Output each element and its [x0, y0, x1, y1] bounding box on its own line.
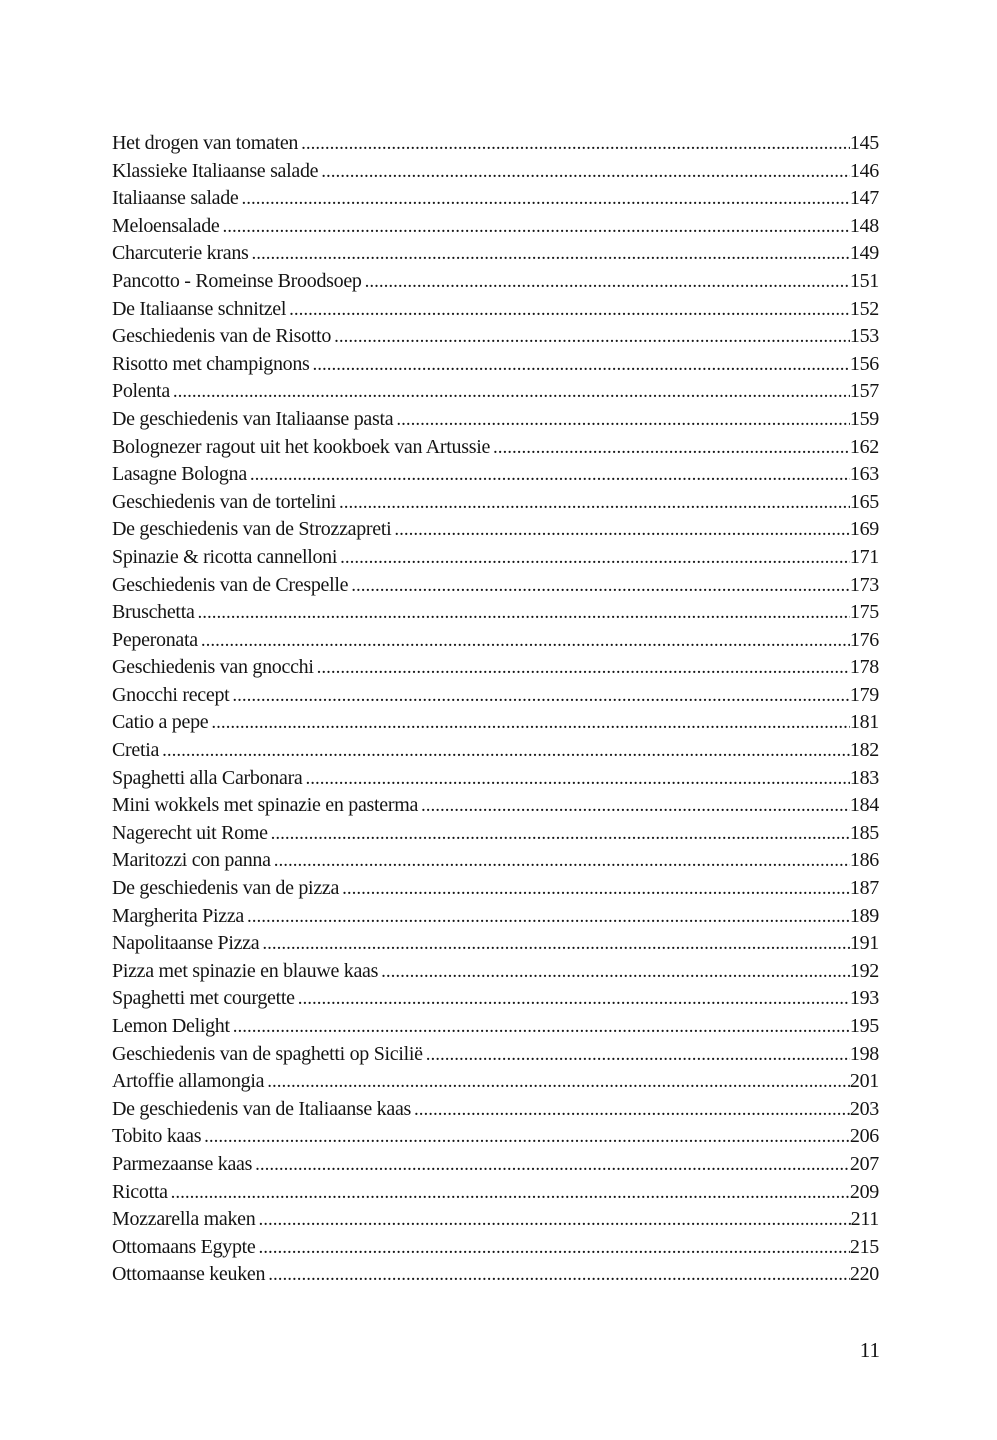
page-number-label: 11 — [859, 1338, 880, 1362]
toc-entry[interactable] — [112, 930, 879, 958]
toc-entry[interactable] — [112, 1041, 879, 1069]
toc-entry-page: 152 — [849, 297, 879, 320]
toc-entry[interactable] — [112, 903, 879, 931]
toc-leader-dots — [289, 296, 850, 324]
toc-entry-page: 183 — [849, 766, 879, 789]
toc-entry-title: Lemon Delight — [112, 1015, 230, 1037]
toc-entry-page: 220 — [849, 1263, 879, 1286]
toc-entry[interactable] — [112, 682, 879, 710]
toc-entry-title: De geschiedenis van de Italiaanse kaas — [112, 1097, 412, 1120]
toc-leader-dots — [351, 572, 850, 600]
toc-entry-page: 206 — [849, 1125, 879, 1148]
toc-entry-title: Catio a pepe — [112, 711, 209, 734]
toc-entry-page: 192 — [849, 959, 879, 982]
toc-leader-dots — [255, 1151, 850, 1179]
toc-entry-title: Geschiedenis van de spaghetti op Sicilië — [112, 1042, 423, 1065]
toc-entry[interactable] — [112, 185, 879, 213]
toc-entry-title: Geschiedenis van de Risotto — [112, 325, 332, 348]
toc-leader-dots — [250, 461, 850, 489]
toc-entry-title: Mozzarella maken — [112, 1208, 256, 1231]
toc-entry-page: 186 — [849, 849, 879, 872]
toc-entry[interactable] — [112, 1234, 879, 1262]
toc-entry-page: 195 — [849, 1015, 879, 1037]
toc-entry[interactable] — [112, 544, 879, 572]
toc-entry-title: Peperonata — [112, 628, 198, 651]
toc-entry[interactable] — [112, 213, 879, 241]
toc-entry-page: 149 — [849, 242, 879, 265]
toc-entry[interactable] — [112, 434, 879, 462]
toc-entry-page: 169 — [849, 518, 879, 541]
toc-entry-title: Geschiedenis van gnocchi — [112, 656, 314, 679]
toc-entry-title: Ricotta — [112, 1180, 168, 1203]
toc-leader-dots — [173, 378, 850, 406]
toc-entry-title: Ottomaans Egypte — [112, 1235, 256, 1258]
toc-entry-title: Gnocchi recept — [112, 683, 230, 706]
toc-leader-dots — [365, 268, 850, 296]
toc-entry[interactable] — [112, 351, 879, 379]
toc-entry-title: Lasagne Bologna — [112, 463, 247, 486]
toc-entry-title: Pancotto - Romeinse Broodsoep — [112, 269, 362, 292]
toc-leader-dots — [171, 1179, 850, 1207]
toc-entry-page: 176 — [849, 628, 879, 651]
toc-entry[interactable] — [112, 461, 879, 489]
toc-entry-page: 175 — [849, 601, 879, 624]
toc-entry-page: 189 — [849, 904, 879, 927]
toc-leader-dots — [426, 1041, 850, 1069]
toc-entry-page: 159 — [849, 407, 879, 430]
toc-leader-dots — [222, 213, 849, 241]
toc-entry[interactable] — [112, 1179, 879, 1207]
toc-entry-title: Charcuterie krans — [112, 242, 249, 265]
toc-entry-title: Bolognezer ragout uit het kookboek van Artussie — [112, 435, 491, 458]
toc-entry[interactable] — [112, 296, 879, 324]
toc-entry-title: Het drogen van tomaten — [112, 132, 299, 154]
toc-entry-title: Artoffie allamongia — [112, 1070, 265, 1093]
toc-entry[interactable] — [112, 820, 879, 848]
toc-entry[interactable] — [112, 737, 879, 765]
toc-entry-title: Klassieke Italiaanse salade — [112, 159, 319, 182]
toc-entry-title: Spaghetti alla Carbonara — [112, 766, 303, 789]
toc-leader-dots — [198, 599, 850, 627]
toc-entry[interactable] — [112, 1261, 879, 1289]
toc-leader-dots — [211, 709, 850, 737]
toc-entry[interactable] — [112, 792, 879, 820]
toc-entry-title: Nagerecht uit Rome — [112, 821, 268, 844]
toc-entry-title: Italiaanse salade — [112, 187, 239, 210]
toc-entry-page: 151 — [849, 269, 879, 292]
toc-leader-dots — [271, 820, 850, 848]
toc-entry-title: Geschiedenis van de Crespelle — [112, 573, 349, 596]
toc-entry-page: 163 — [849, 463, 879, 486]
toc-leader-dots — [162, 737, 850, 765]
toc-entry-title: Spinazie & ricotta cannelloni — [112, 545, 338, 568]
toc-leader-dots — [298, 985, 850, 1013]
toc-entry-title: Tobito kaas — [112, 1125, 202, 1148]
toc-entry-page: 171 — [849, 545, 879, 568]
toc-entry[interactable] — [112, 1096, 879, 1124]
toc-entry-title: Ottomaanse keuken — [112, 1263, 266, 1286]
toc-entry[interactable] — [112, 1151, 879, 1179]
table-of-contents — [112, 130, 879, 1289]
toc-entry-page: 198 — [849, 1042, 879, 1065]
toc-entry-page: 193 — [849, 987, 879, 1010]
toc-leader-dots — [258, 1206, 850, 1234]
toc-leader-dots — [204, 1123, 850, 1151]
toc-entry-page: 147 — [849, 187, 879, 210]
toc-entry-page: 162 — [849, 435, 879, 458]
toc-entry[interactable] — [112, 158, 879, 186]
toc-leader-dots — [313, 351, 850, 379]
toc-entry-title: Maritozzi con panna — [112, 849, 271, 872]
toc-leader-dots — [339, 489, 850, 517]
toc-entry-title: Risotto met champignons — [112, 352, 310, 375]
toc-entry-page: 153 — [849, 325, 879, 348]
toc-leader-dots — [252, 240, 850, 268]
toc-leader-dots — [274, 847, 850, 875]
toc-entry[interactable] — [112, 323, 879, 351]
toc-entry[interactable] — [112, 958, 879, 986]
toc-entry-page: 182 — [849, 739, 879, 762]
toc-entry-page: 211 — [850, 1208, 879, 1231]
toc-entry-title: Mini wokkels met spinazie en pasterma — [112, 794, 419, 817]
toc-entry-page: 156 — [849, 352, 879, 375]
toc-leader-dots — [306, 765, 850, 793]
toc-entry-title: Bruschetta — [112, 601, 195, 624]
toc-entry-title: Geschiedenis van de tortelini — [112, 490, 337, 513]
toc-leader-dots — [394, 516, 850, 544]
toc-entry[interactable] — [112, 847, 879, 875]
toc-entry-page: 207 — [849, 1152, 879, 1175]
toc-entry[interactable] — [112, 572, 879, 600]
toc-entry-page: 148 — [849, 214, 879, 237]
toc-leader-dots — [340, 544, 850, 572]
toc-leader-dots — [321, 158, 850, 186]
toc-entry[interactable] — [112, 240, 879, 268]
toc-entry[interactable] — [112, 268, 879, 296]
toc-leader-dots — [259, 1234, 850, 1262]
toc-leader-dots — [232, 682, 849, 710]
toc-entry-page: 184 — [849, 794, 879, 817]
toc-entry-title: De geschiedenis van Italiaanse pasta — [112, 407, 394, 430]
toc-entry[interactable] — [112, 130, 879, 158]
toc-entry-title: Napolitaanse Pizza — [112, 932, 260, 955]
toc-entry[interactable] — [112, 1123, 879, 1151]
toc-leader-dots — [317, 654, 850, 682]
toc-leader-dots — [262, 930, 850, 958]
toc-leader-dots — [334, 323, 850, 351]
toc-leader-dots — [381, 958, 850, 986]
toc-entry-page: 165 — [849, 490, 879, 513]
toc-entry-page: 209 — [849, 1180, 879, 1203]
toc-entry[interactable] — [112, 1206, 879, 1234]
toc-entry[interactable] — [112, 406, 879, 434]
toc-entry-page: 201 — [849, 1070, 879, 1093]
toc-entry[interactable] — [112, 985, 879, 1013]
toc-entry-title: De Italiaanse schnitzel — [112, 297, 287, 320]
toc-leader-dots — [201, 627, 850, 655]
toc-leader-dots — [233, 1013, 850, 1041]
toc-entry[interactable] — [112, 1013, 879, 1041]
toc-entry-title: Parmezaanse kaas — [112, 1152, 253, 1175]
toc-entry[interactable] — [112, 627, 879, 655]
toc-entry-page: 173 — [849, 573, 879, 596]
toc-leader-dots — [414, 1096, 850, 1124]
toc-entry-title: Margherita Pizza — [112, 904, 244, 927]
toc-leader-dots — [421, 792, 850, 820]
toc-entry-title: De geschiedenis van de Strozzapreti — [112, 518, 392, 541]
toc-entry-title: Spaghetti met courgette — [112, 987, 295, 1010]
toc-entry-title: De geschiedenis van de pizza — [112, 877, 340, 900]
toc-entry-title: Meloensalade — [112, 214, 220, 237]
toc-entry-page: 187 — [849, 877, 879, 900]
toc-entry[interactable] — [112, 654, 879, 682]
toc-entry-page: 181 — [849, 711, 879, 734]
toc-entry-title: Cretia — [112, 739, 160, 762]
toc-entry-page: 185 — [849, 821, 879, 844]
toc-leader-dots — [396, 406, 850, 434]
toc-entry-page: 146 — [849, 159, 879, 182]
toc-entry-page: 157 — [849, 380, 879, 403]
toc-entry[interactable] — [112, 378, 879, 406]
toc-entry-title: Pizza met spinazie en blauwe kaas — [112, 959, 379, 982]
toc-entry[interactable] — [112, 765, 879, 793]
toc-entry[interactable] — [112, 599, 879, 627]
toc-leader-dots — [268, 1261, 850, 1289]
toc-entry[interactable] — [112, 489, 879, 517]
toc-entry[interactable] — [112, 709, 879, 737]
toc-entry-title: Polenta — [112, 380, 170, 403]
toc-entry[interactable] — [112, 875, 879, 903]
toc-leader-dots — [301, 130, 850, 158]
toc-entry-page: 215 — [849, 1235, 879, 1258]
toc-leader-dots — [342, 875, 850, 903]
toc-leader-dots — [242, 185, 850, 213]
toc-entry-page: 178 — [849, 656, 879, 679]
toc-leader-dots — [493, 434, 850, 462]
toc-entry-page: 203 — [849, 1097, 879, 1120]
toc-entry[interactable] — [112, 516, 879, 544]
toc-leader-dots — [247, 903, 850, 931]
toc-entry-page: 191 — [849, 932, 879, 955]
toc-leader-dots — [267, 1068, 850, 1096]
toc-entry-page: 145 — [849, 132, 879, 154]
toc-entry[interactable] — [112, 1068, 879, 1096]
toc-entry-page: 179 — [849, 683, 879, 706]
